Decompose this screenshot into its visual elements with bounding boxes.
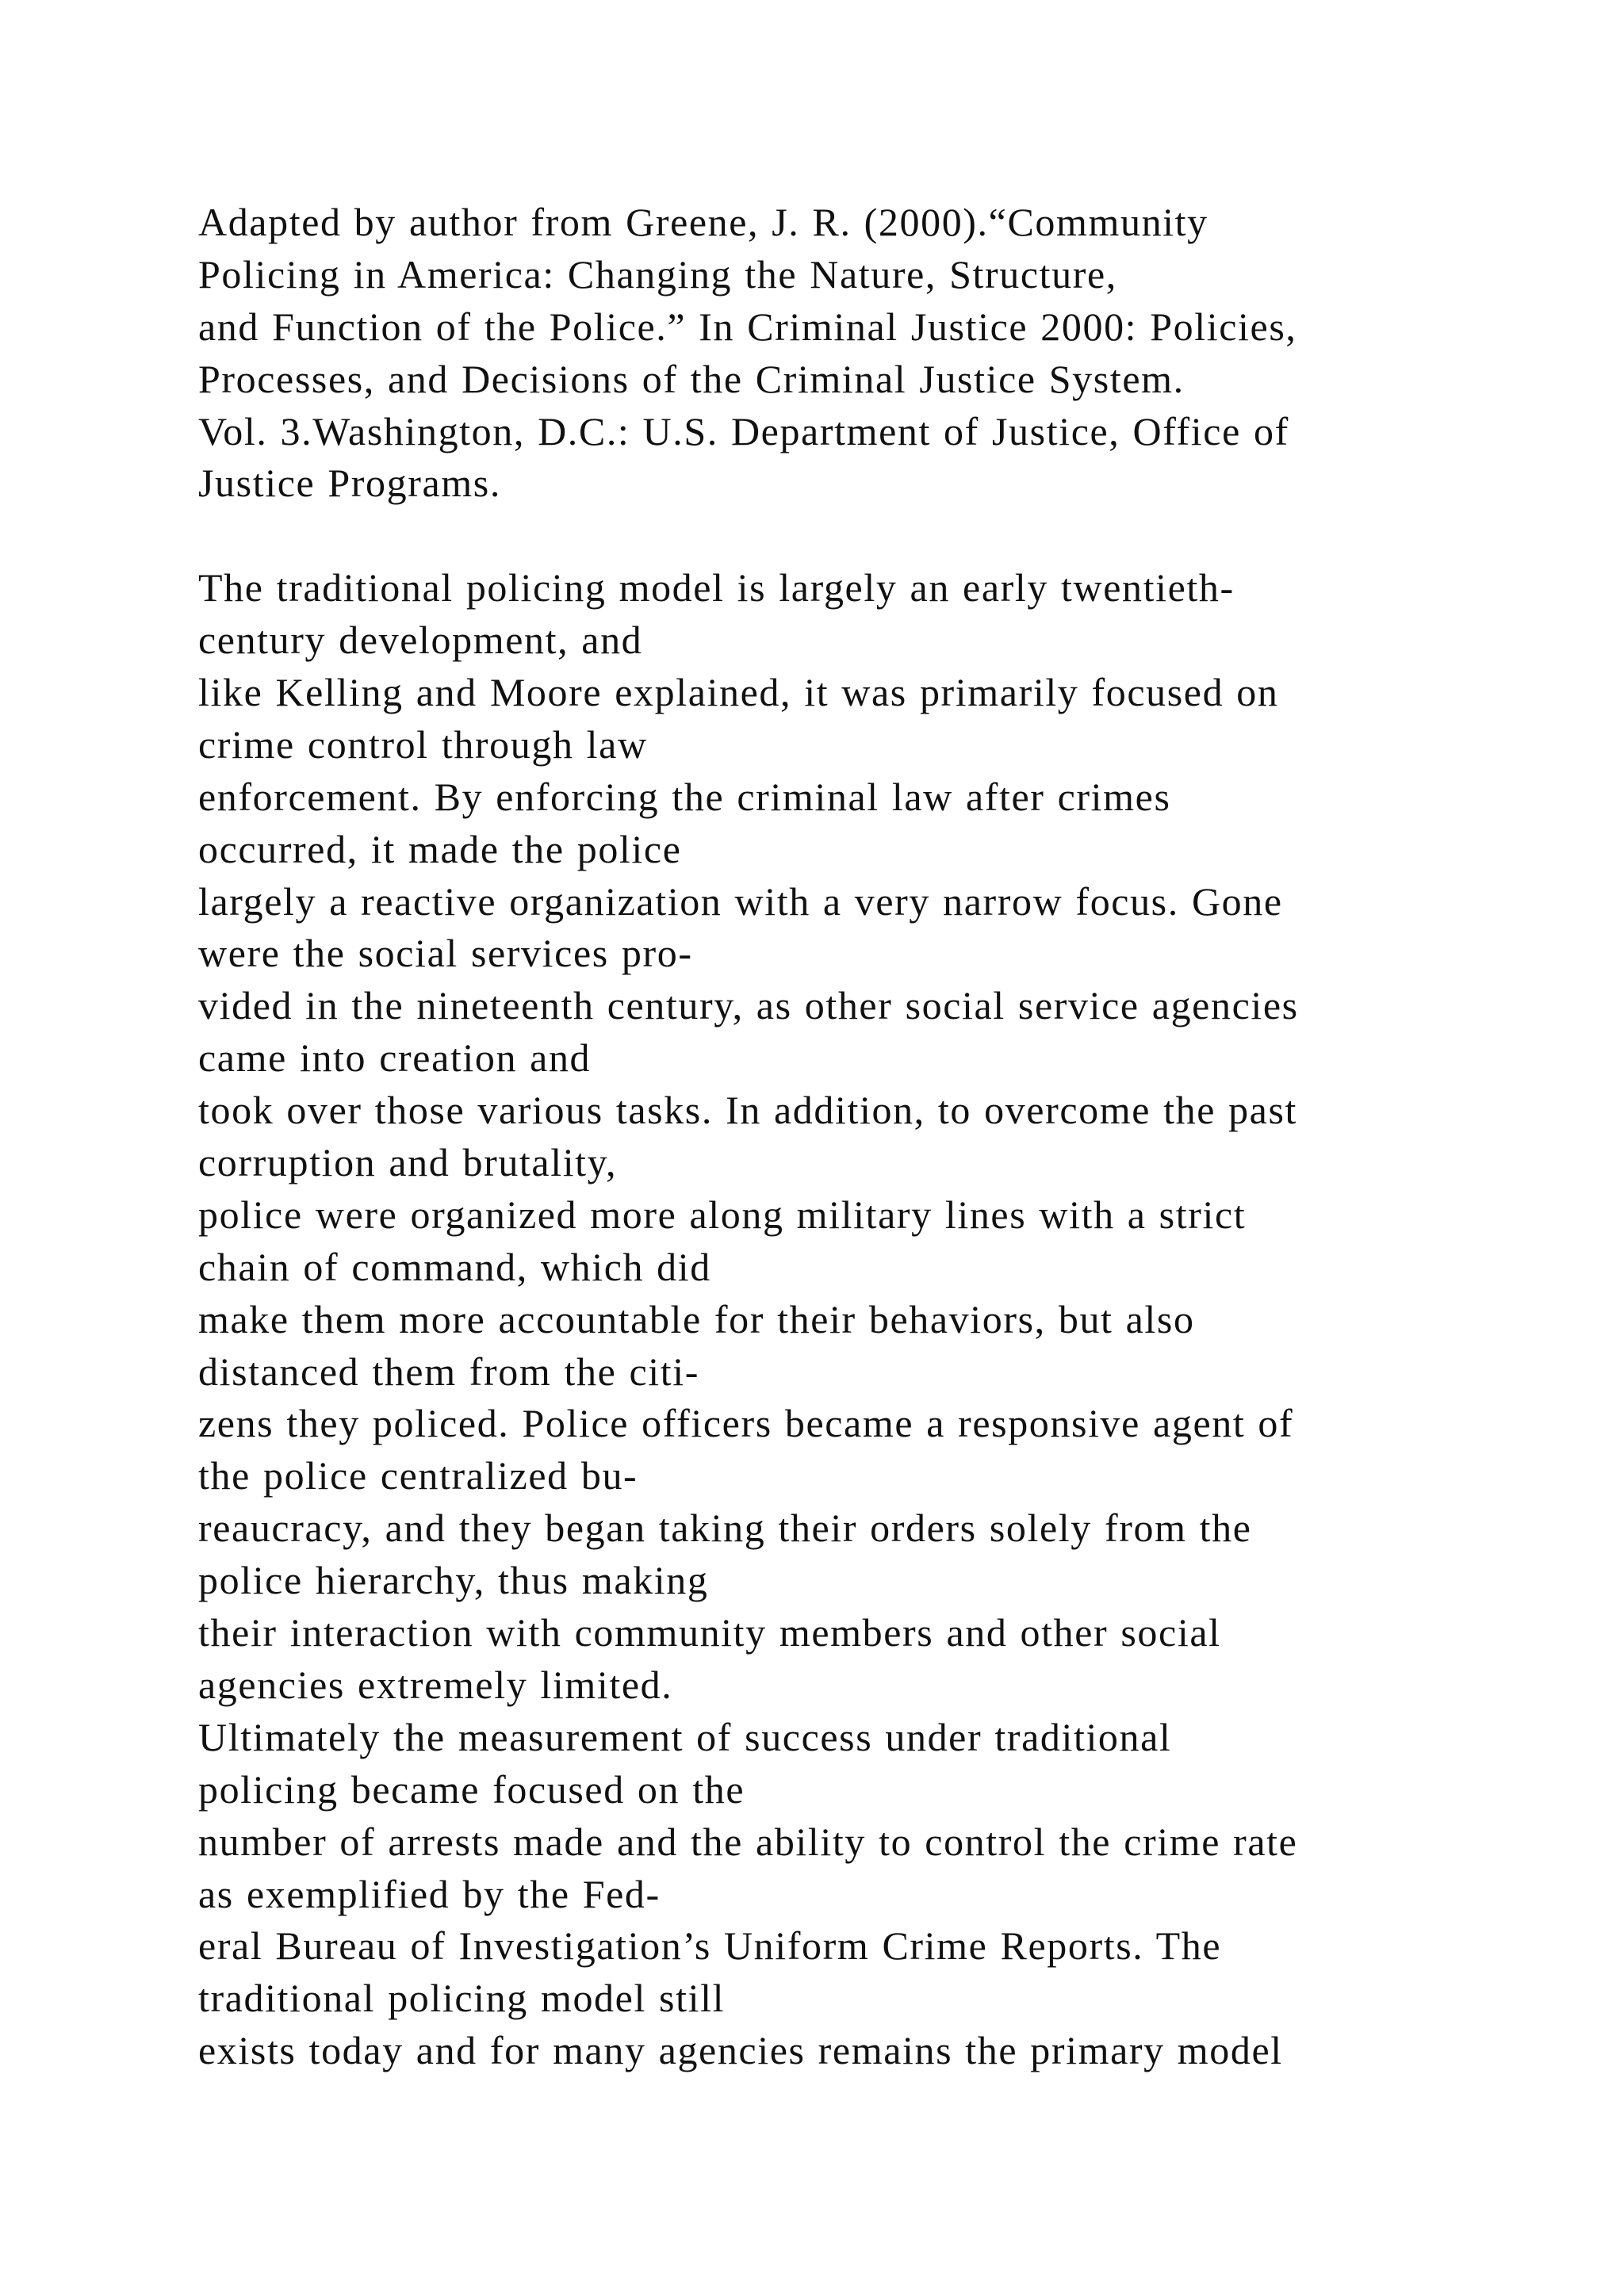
citation-paragraph [198, 197, 1562, 510]
body-line-22: agencies extremely limited. [198, 1662, 673, 1707]
body-line-17: zens they policed. Police officers became a responsive agent of [198, 1401, 1294, 1446]
citation-line-6: Justice Programs. [198, 461, 501, 506]
body-line-10: came into creation and [198, 1035, 592, 1081]
body-line-5: enforcement. By enforcing the criminal law after crimes [198, 774, 1171, 819]
citation-line-1: Adapted by author from Greene, J. R. (2000).“Community [198, 200, 1208, 244]
citation-line-2: Policing in America: Changing the Nature, Structure, [198, 251, 1117, 297]
body-line-20: police hierarchy, thus making [198, 1558, 709, 1603]
body-paragraph [198, 562, 1562, 2077]
body-line-21: their interaction with community members and other social [198, 1610, 1221, 1655]
body-line-1: The traditional policing model is largely an early twentieth- [198, 565, 1235, 610]
body-line-3: like Kelling and Moore explained, it was primarily focused on [198, 670, 1279, 715]
citation-line-3: and Function of the Police.” In Criminal Justice 2000: Policies, [198, 304, 1297, 349]
body-line-26: as exemplified by the Fed- [198, 1871, 661, 1916]
body-line-6: occurred, it made the police [198, 826, 682, 871]
citation-line-5: Vol. 3.Washington, D.C.: U.S. Department of Justice, Office of [198, 408, 1289, 453]
body-line-19: reaucracy, and they began taking their orders solely from the [198, 1506, 1252, 1551]
body-line-18: the police centralized bu- [198, 1453, 638, 1498]
body-line-11: took over those various tasks. In addition, to overcome the past [198, 1088, 1298, 1133]
body-line-24: policing became focused on the [198, 1766, 745, 1812]
body-line-25: number of arrests made and the ability to control the crime rate [198, 1819, 1298, 1864]
paragraph-spacer [198, 510, 1562, 562]
body-line-12: corruption and brutality, [198, 1140, 618, 1185]
body-line-23: Ultimately the measurement of success under traditional [198, 1714, 1172, 1759]
body-line-28: traditional policing model still [198, 1976, 726, 2021]
citation-line-4: Processes, and Decisions of the Criminal Justice System. [198, 356, 1185, 401]
body-line-27: eral Bureau of Investigation’s Uniform Crime Reports. The [198, 1923, 1222, 1969]
body-line-15: make them more accountable for their behaviors, but also [198, 1296, 1195, 1341]
body-line-2: century development, and [198, 618, 643, 663]
body-line-14: chain of command, which did [198, 1244, 711, 1289]
body-line-29: exists today and for many agencies remains the primary model [198, 2028, 1283, 2073]
body-line-13: police were organized more along military lines with a strict [198, 1192, 1247, 1237]
body-line-7: largely a reactive organization with a very narrow focus. Gone [198, 878, 1283, 924]
document-text [198, 197, 1562, 2077]
body-line-16: distanced them from the citi- [198, 1349, 699, 1394]
body-line-9: vided in the nineteenth century, as other social service agencies [198, 983, 1299, 1028]
body-line-4: crime control through law [198, 721, 648, 767]
body-line-8: were the social services pro- [198, 931, 693, 976]
